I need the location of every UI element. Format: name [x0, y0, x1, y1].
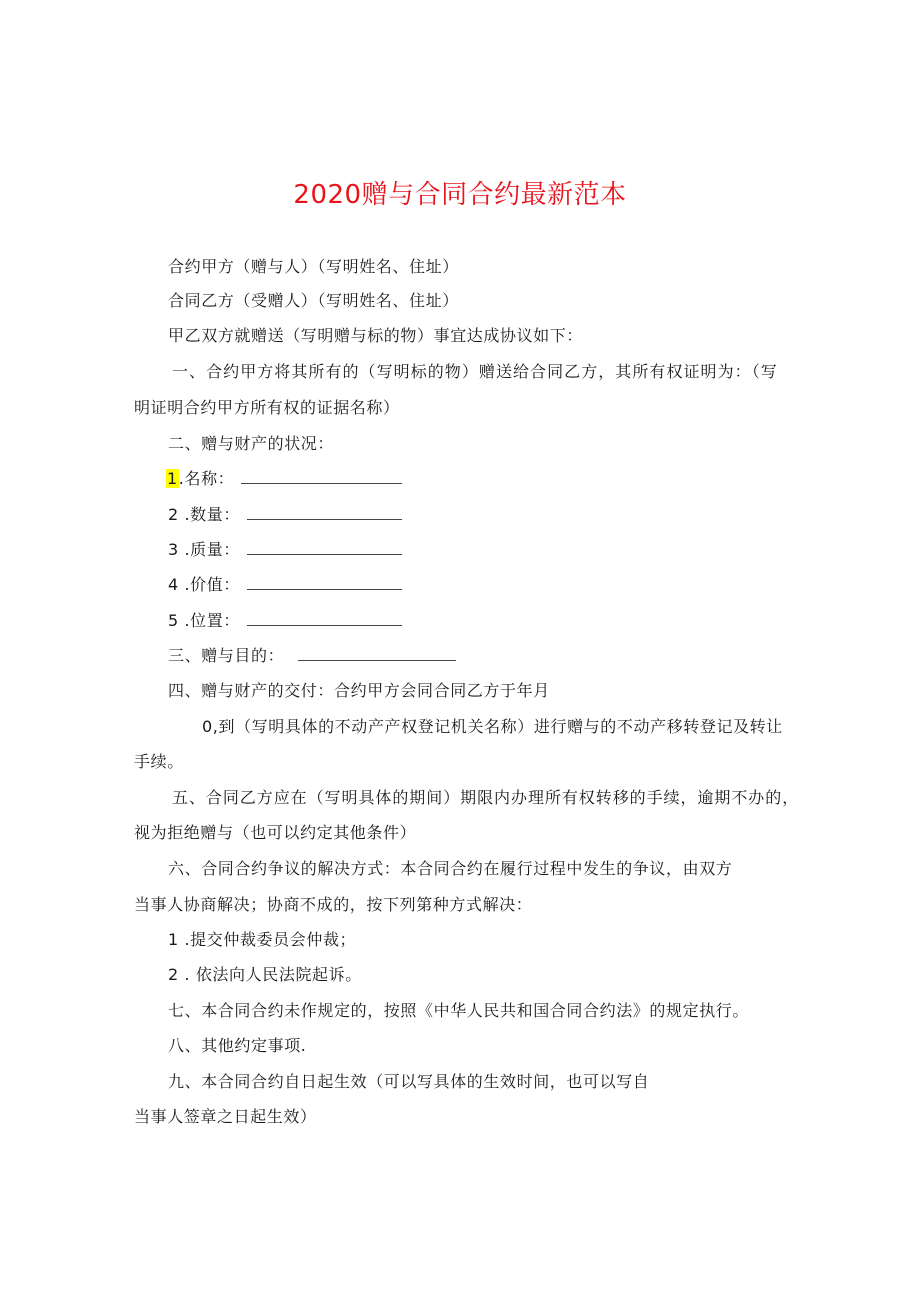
clause-4-line-1: 四、赠与财产的交付：合约甲方会同合同乙方于年月	[168, 681, 550, 700]
clause-9-line-1: 九、本合同合约自日起生效（可以写具体的生效时间，也可以写自	[168, 1072, 650, 1091]
item-quality-blank	[247, 540, 402, 555]
item-value-blank	[247, 575, 402, 590]
party-b-line: 合同乙方（受赠人）（写明姓名、住址）	[168, 291, 459, 310]
clause-5-line-2: 视为拒绝赠与（也可以约定其他条件）	[134, 823, 417, 842]
item-quantity-blank	[247, 505, 402, 520]
clause-5-line-1: 五、合同乙方应在（写明具体的期间）期限内办理所有权转移的手续，逾期不办的，	[172, 788, 800, 807]
party-a-line: 合约甲方（赠与人）（写明姓名、住址）	[168, 257, 459, 276]
clause-2-heading: 二、赠与财产的状况：	[168, 434, 335, 453]
agreement-intro: 甲乙双方就赠送（写明赠与标的物）事宜达成协议如下：	[168, 326, 584, 345]
highlighted-number: 1	[167, 469, 178, 488]
clause-6-line-1: 六、合同合约争议的解决方式：本合同合约在履行过程中发生的争议，由双方	[168, 859, 733, 878]
clause-1-line-2: 明证明合约甲方所有权的证据名称）	[134, 398, 400, 417]
dispute-option-1: 1 .提交仲裁委员会仲裁；	[168, 930, 357, 949]
item-name-row	[166, 469, 234, 489]
clause-3-blank	[298, 646, 456, 661]
clause-3-label: 三、赠与目的：	[168, 646, 285, 665]
clause-4-line-3: 手续。	[134, 752, 184, 771]
dispute-option-2: 2 . 依法向人民法院起诉。	[168, 965, 362, 984]
item-quantity-label: 2 .数量：	[168, 505, 240, 524]
item-location-blank	[247, 611, 402, 626]
clause-8: 八、其他约定事项.	[168, 1036, 307, 1055]
item-name-label: .名称：	[178, 469, 235, 488]
document-title: 2020赠与合同合约最新范本	[293, 180, 627, 210]
clause-9-line-2: 当事人签章之日起生效）	[134, 1107, 317, 1126]
item-name-blank	[241, 469, 402, 484]
item-location-label: 5 .位置：	[168, 611, 240, 630]
clause-6-line-2: 当事人协商解决；协商不成的，按下列第种方式解决：	[134, 895, 533, 914]
clause-4-line-2: 0,到（写明具体的不动产产权登记机关名称）进行赠与的不动产移转登记及转让	[202, 717, 783, 736]
item-quality-label: 3 .质量：	[168, 540, 240, 559]
item-value-label: 4 .价值：	[168, 575, 240, 594]
clause-1-line-1: 一、合约甲方将其所有的（写明标的物）赠送给合同乙方，其所有权证明为：（写	[172, 362, 778, 381]
clause-7: 七、本合同合约未作规定的，按照《中华人民共和国合同合约法》的规定执行。	[168, 1001, 750, 1020]
